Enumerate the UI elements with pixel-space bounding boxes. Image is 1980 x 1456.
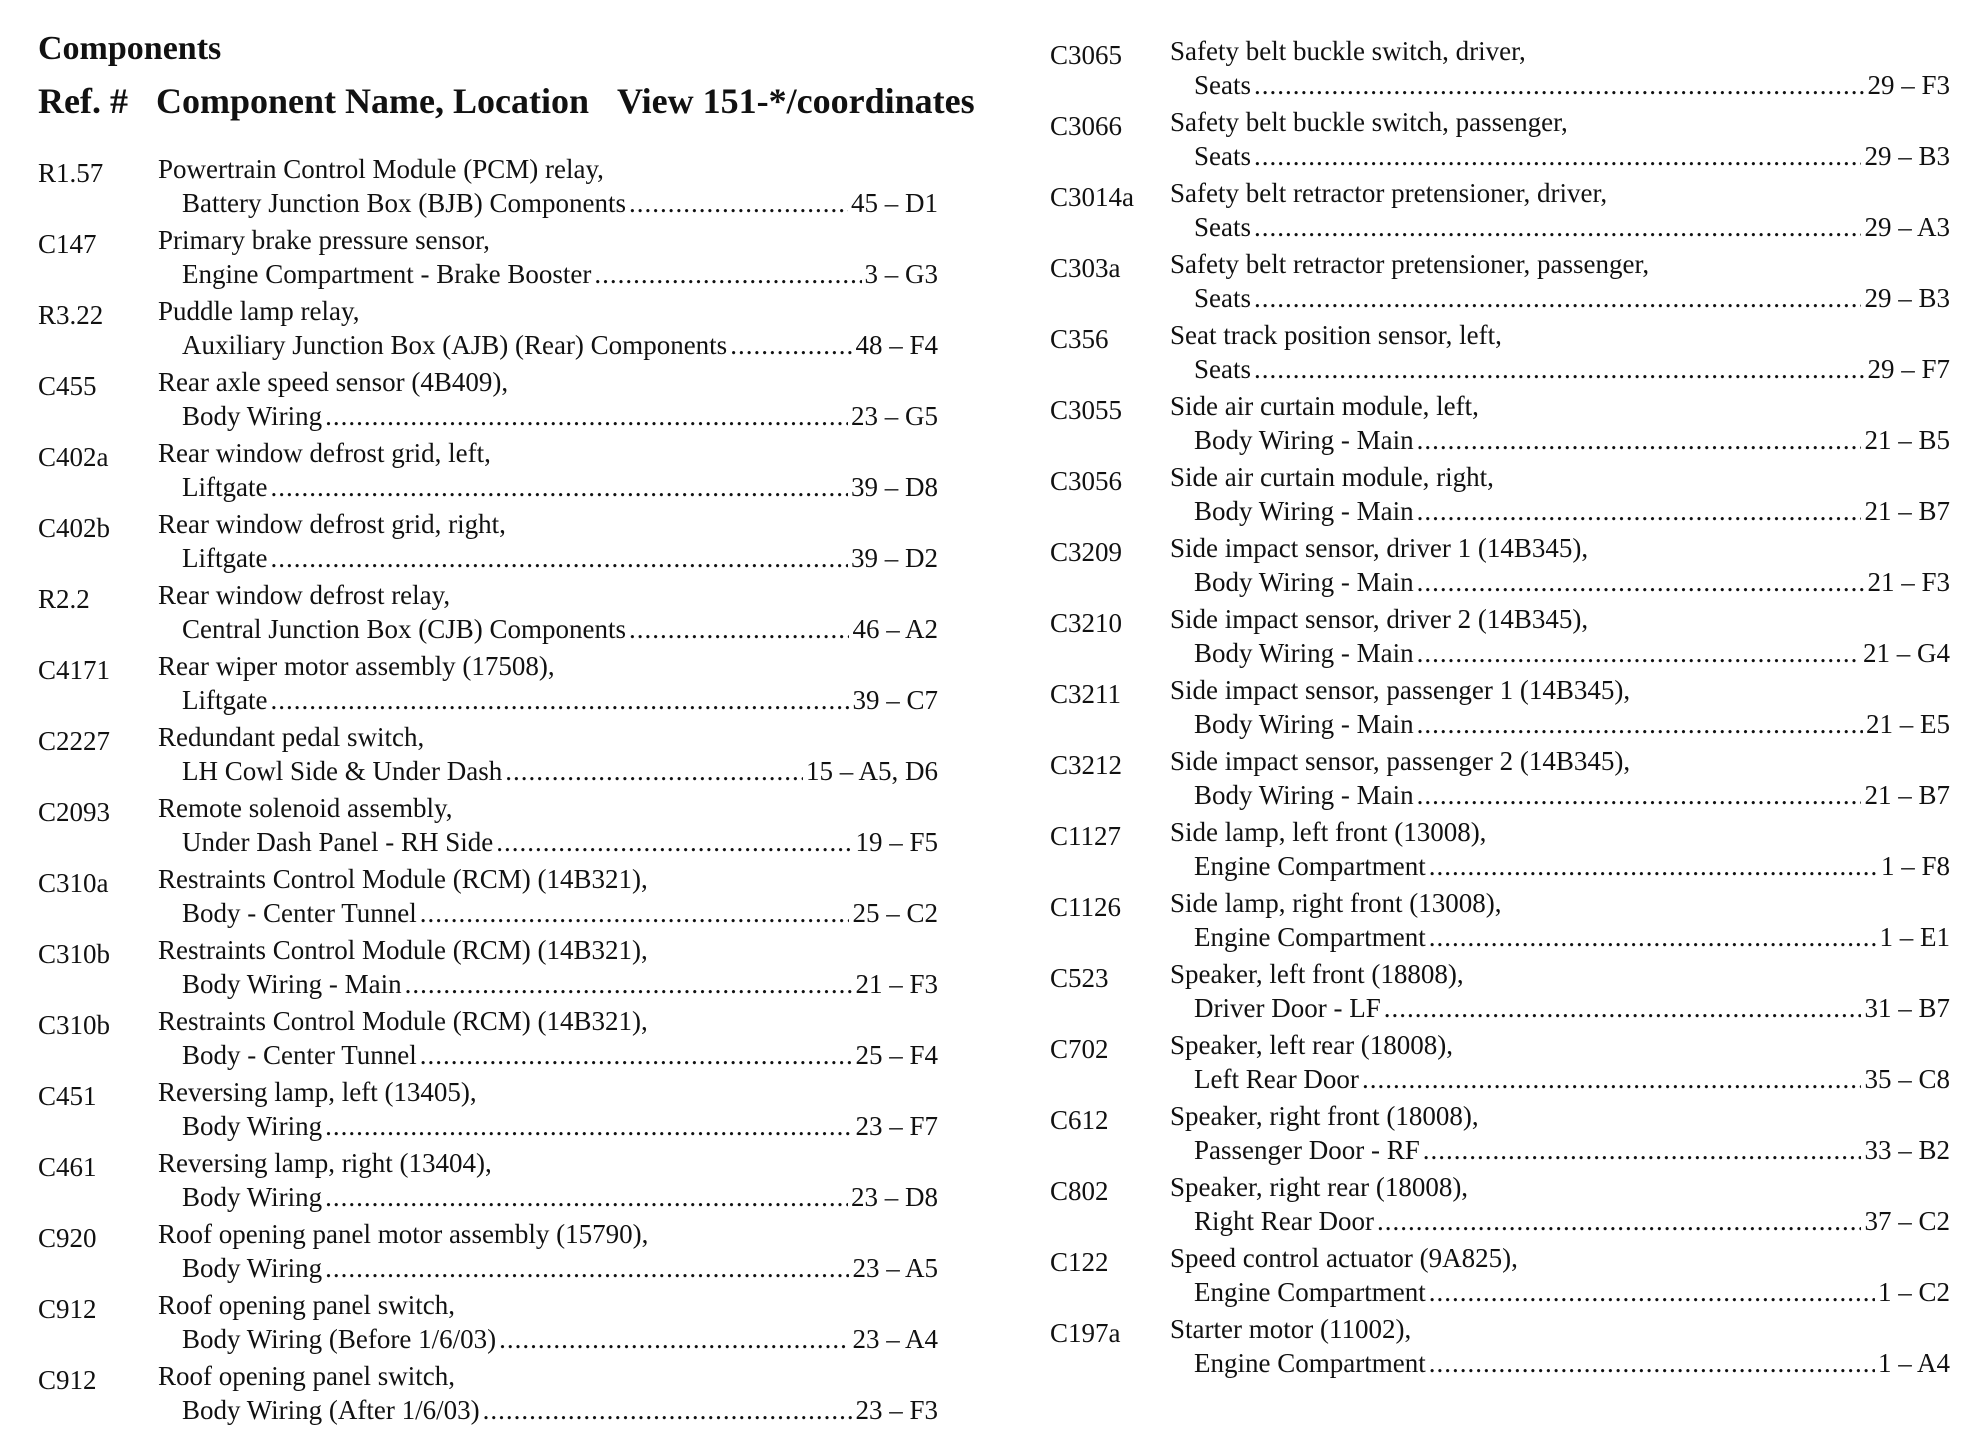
ref-number: C912 (38, 1365, 97, 1395)
ref-number: C461 (38, 1152, 97, 1182)
component-name: Restraints Control Module (RCM) (14B321), (158, 1006, 648, 1036)
component-name: Primary brake pressure sensor, (158, 225, 490, 255)
component-name: Seat track position sensor, left, (1170, 320, 1502, 350)
ref-number: C3066 (1050, 111, 1123, 141)
component-name: Side air curtain module, right, (1170, 462, 1494, 492)
ref-number: C920 (38, 1223, 97, 1253)
header-view: View 151-*/coordinates (616, 81, 975, 121)
dot-leader (405, 967, 853, 1002)
column-header (38, 80, 1048, 122)
dot-leader (1417, 494, 1862, 529)
component-entry (1050, 744, 1950, 815)
ref-number: C4171 (38, 655, 111, 685)
location-line (182, 1251, 938, 1286)
ref-number: R1.57 (38, 158, 104, 188)
view-coordinates: 45 – D1 (851, 188, 938, 218)
ref-number: C1126 (1050, 892, 1122, 922)
view-coordinates: 15 – A5, D6 (805, 756, 938, 786)
dot-leader (1429, 1346, 1875, 1381)
component-entry (1050, 1099, 1950, 1170)
view-coordinates: 21 – B5 (1864, 425, 1950, 455)
location-line (1194, 920, 1950, 955)
component-location: Battery Junction Box (BJB) Components (182, 188, 626, 218)
location-line (182, 754, 938, 789)
component-location: Seats (1194, 354, 1251, 384)
component-entry (38, 1004, 938, 1075)
view-coordinates: 1 – A4 (1877, 1348, 1950, 1378)
view-coordinates: 39 – C7 (852, 685, 938, 715)
component-entry (38, 365, 938, 436)
dot-leader (1254, 68, 1864, 103)
component-location: Auxiliary Junction Box (AJB) (Rear) Components (182, 330, 728, 360)
component-location: Body Wiring (182, 1182, 323, 1212)
dot-leader (270, 683, 849, 718)
component-name: Side impact sensor, driver 1 (14B345), (1170, 533, 1589, 563)
dot-leader (1417, 707, 1863, 742)
ref-number: C3056 (1050, 466, 1123, 496)
location-line (1194, 1062, 1950, 1097)
location-line (1194, 1133, 1950, 1168)
ref-number: R2.2 (38, 584, 90, 614)
component-name: Speaker, left rear (18008), (1170, 1030, 1454, 1060)
component-entry (38, 933, 938, 1004)
component-location: Body Wiring - Main (1194, 709, 1414, 739)
dot-leader (496, 825, 852, 860)
component-name: Safety belt buckle switch, driver, (1170, 36, 1526, 66)
component-entry (1050, 460, 1950, 531)
location-line (182, 1322, 938, 1357)
view-coordinates: 29 – A3 (1864, 212, 1950, 242)
ref-number: C612 (1050, 1105, 1109, 1135)
view-coordinates: 21 – B7 (1864, 780, 1950, 810)
component-location: Body Wiring (182, 1253, 323, 1283)
location-line (182, 1180, 938, 1215)
component-entry (38, 436, 938, 507)
component-location: Liftgate (182, 685, 268, 715)
view-coordinates: 25 – F4 (855, 1040, 938, 1070)
location-line (182, 328, 938, 363)
dot-leader (325, 1251, 849, 1286)
component-entry (38, 862, 938, 933)
component-name: Speaker, right front (18008), (1170, 1101, 1479, 1131)
component-location: Central Junction Box (CJB) Components (182, 614, 626, 644)
component-location: Body Wiring - Main (1194, 496, 1414, 526)
component-name: Rear window defrost grid, right, (158, 509, 506, 539)
component-entry (38, 1217, 938, 1288)
view-coordinates: 23 – F3 (855, 1395, 938, 1425)
component-name: Reversing lamp, right (13404), (158, 1148, 492, 1178)
component-location: Passenger Door - RF (1194, 1135, 1420, 1165)
component-location: Seats (1194, 141, 1251, 171)
component-entry (1050, 34, 1950, 105)
location-line (182, 967, 938, 1002)
component-location: Body Wiring - Main (1194, 425, 1414, 455)
component-name: Speaker, right rear (18008), (1170, 1172, 1469, 1202)
dot-leader (1417, 636, 1860, 671)
component-entry (1050, 673, 1950, 744)
component-entry (1050, 105, 1950, 176)
location-line (1194, 423, 1950, 458)
component-name: Speaker, left front (18808), (1170, 959, 1464, 989)
component-entry (1050, 176, 1950, 247)
component-entry (1050, 1312, 1950, 1383)
component-entry (1050, 1028, 1950, 1099)
dot-leader (1377, 1204, 1862, 1239)
location-line (182, 1393, 938, 1428)
component-location: Engine Compartment (1194, 851, 1426, 881)
component-location: Under Dash Panel - RH Side (182, 827, 494, 857)
dot-leader (1429, 920, 1877, 955)
component-location: Body Wiring - Main (1194, 638, 1414, 668)
ref-number: C3211 (1050, 679, 1122, 709)
ref-number: C3014a (1050, 182, 1134, 212)
ref-number: C3209 (1050, 537, 1123, 567)
location-line (1194, 210, 1950, 245)
component-entry (1050, 1241, 1950, 1312)
ref-number: C3210 (1050, 608, 1123, 638)
view-coordinates: 23 – D8 (851, 1182, 938, 1212)
view-coordinates: 19 – F5 (855, 827, 938, 857)
component-entry (38, 1075, 938, 1146)
component-name: Side lamp, right front (13008), (1170, 888, 1502, 918)
component-name: Powertrain Control Module (PCM) relay, (158, 154, 604, 184)
view-coordinates: 21 – E5 (1866, 709, 1950, 739)
component-name: Safety belt retractor pretensioner, driver, (1170, 178, 1608, 208)
component-entry (38, 649, 938, 720)
view-coordinates: 23 – F7 (855, 1111, 938, 1141)
dot-leader (270, 541, 848, 576)
component-location: Body Wiring (182, 401, 323, 431)
view-coordinates: 46 – A2 (852, 614, 938, 644)
location-line (182, 683, 938, 718)
location-line (1194, 778, 1950, 813)
location-line (1194, 68, 1950, 103)
view-coordinates: 29 – B3 (1864, 283, 1950, 313)
location-line (182, 541, 938, 576)
component-entry (38, 152, 938, 223)
ref-number: C523 (1050, 963, 1109, 993)
component-name: Restraints Control Module (RCM) (14B321), (158, 864, 648, 894)
dot-leader (1417, 423, 1862, 458)
ref-number: C2227 (38, 726, 111, 756)
view-coordinates: 29 – F7 (1867, 354, 1950, 384)
dot-leader (1384, 991, 1862, 1026)
component-name: Rear axle speed sensor (4B409), (158, 367, 509, 397)
component-entry (1050, 531, 1950, 602)
dot-leader (1254, 352, 1864, 387)
dot-leader (270, 470, 848, 505)
header-ref: Ref. # (38, 81, 128, 121)
location-line (1194, 1204, 1950, 1239)
component-location: Body Wiring (182, 1111, 323, 1141)
ref-number: C3065 (1050, 40, 1123, 70)
location-line (182, 896, 938, 931)
component-name: Speed control actuator (9A825), (1170, 1243, 1518, 1273)
dot-leader (730, 328, 852, 363)
component-name: Puddle lamp relay, (158, 296, 360, 326)
location-line (182, 470, 938, 505)
location-line (182, 399, 938, 434)
component-entry (38, 223, 938, 294)
dot-leader (1362, 1062, 1862, 1097)
view-coordinates: 35 – C8 (1864, 1064, 1950, 1094)
dot-leader (1423, 1133, 1862, 1168)
view-coordinates: 39 – D2 (851, 543, 938, 573)
component-entry (1050, 815, 1950, 886)
component-name: Roof opening panel switch, (158, 1290, 455, 1320)
component-entry (38, 1288, 938, 1359)
ref-number: C3212 (1050, 750, 1123, 780)
ref-number: C122 (1050, 1247, 1109, 1277)
component-location: Body Wiring (After 1/6/03) (182, 1395, 480, 1425)
view-coordinates: 29 – F3 (1867, 70, 1950, 100)
location-line (1194, 565, 1950, 600)
component-location: Body Wiring - Main (1194, 780, 1414, 810)
ref-number: C402a (38, 442, 109, 472)
component-entry (1050, 247, 1950, 318)
component-entry (1050, 1170, 1950, 1241)
component-name: Side air curtain module, left, (1170, 391, 1479, 421)
dot-leader (629, 186, 848, 221)
view-coordinates: 23 – A4 (852, 1324, 938, 1354)
component-name: Remote solenoid assembly, (158, 793, 453, 823)
view-coordinates: 21 – F3 (1867, 567, 1950, 597)
location-line (182, 186, 938, 221)
component-entry (1050, 318, 1950, 389)
component-location: Liftgate (182, 472, 268, 502)
component-name: Reversing lamp, left (13405), (158, 1077, 477, 1107)
view-coordinates: 3 – G3 (864, 259, 938, 289)
ref-number: C451 (38, 1081, 97, 1111)
dot-leader (420, 896, 850, 931)
view-coordinates: 25 – C2 (852, 898, 938, 928)
component-location: Body Wiring (Before 1/6/03) (182, 1324, 497, 1354)
location-line (1194, 849, 1950, 884)
component-entry (1050, 389, 1950, 460)
component-name: Restraints Control Module (RCM) (14B321), (158, 935, 648, 965)
component-name: Roof opening panel motor assembly (15790), (158, 1219, 649, 1249)
component-location: Seats (1194, 212, 1251, 242)
location-line (1194, 139, 1950, 174)
component-entry (38, 507, 938, 578)
ref-number: C356 (1050, 324, 1109, 354)
component-name: Side lamp, left front (13008), (1170, 817, 1487, 847)
component-location: LH Cowl Side & Under Dash (182, 756, 503, 786)
component-location: Driver Door - LF (1194, 993, 1381, 1023)
ref-number: C310b (38, 1010, 111, 1040)
component-location: Liftgate (182, 543, 268, 573)
component-entry (38, 1146, 938, 1217)
component-name: Safety belt buckle switch, passenger, (1170, 107, 1568, 137)
component-location: Body - Center Tunnel (182, 898, 417, 928)
component-entry (1050, 957, 1950, 1028)
component-entry (1050, 602, 1950, 673)
component-name: Side impact sensor, driver 2 (14B345), (1170, 604, 1589, 634)
location-line (182, 612, 938, 647)
dot-leader (505, 754, 803, 789)
component-name: Starter motor (11002), (1170, 1314, 1412, 1344)
component-name: Roof opening panel switch, (158, 1361, 455, 1391)
component-location: Engine Compartment - Brake Booster (182, 259, 592, 289)
view-coordinates: 48 – F4 (855, 330, 938, 360)
ref-number: C310b (38, 939, 111, 969)
dot-leader (1254, 139, 1861, 174)
dot-leader (325, 399, 848, 434)
location-line (182, 257, 938, 292)
location-line (182, 1109, 938, 1144)
page-title: Components (38, 30, 222, 67)
component-name: Side impact sensor, passenger 2 (14B345), (1170, 746, 1631, 776)
ref-number: C702 (1050, 1034, 1109, 1064)
dot-leader (1417, 565, 1865, 600)
location-line (1194, 281, 1950, 316)
component-name: Redundant pedal switch, (158, 722, 425, 752)
view-coordinates: 21 – B7 (1864, 496, 1950, 526)
location-line (1194, 707, 1950, 742)
dot-leader (1417, 778, 1862, 813)
ref-number: C147 (38, 229, 97, 259)
component-location: Engine Compartment (1194, 1348, 1426, 1378)
dot-leader (1254, 210, 1861, 245)
view-coordinates: 37 – C2 (1864, 1206, 1950, 1236)
dot-leader (1254, 281, 1861, 316)
view-coordinates: 1 – E1 (1879, 922, 1950, 952)
component-entry (38, 1359, 938, 1430)
ref-number: C802 (1050, 1176, 1109, 1206)
ref-number: C303a (1050, 253, 1121, 283)
dot-leader (1429, 849, 1878, 884)
location-line (182, 825, 938, 860)
ref-number: R3.22 (38, 300, 104, 330)
header-name: Component Name, Location (156, 81, 589, 121)
ref-number: C3055 (1050, 395, 1123, 425)
ref-number: C310a (38, 868, 109, 898)
location-line (1194, 991, 1950, 1026)
component-name: Rear window defrost grid, left, (158, 438, 491, 468)
location-line (1194, 636, 1950, 671)
component-location: Right Rear Door (1194, 1206, 1374, 1236)
view-coordinates: 33 – B2 (1864, 1135, 1950, 1165)
dot-leader (325, 1180, 848, 1215)
location-line (182, 1038, 938, 1073)
location-line (1194, 352, 1950, 387)
view-coordinates: 29 – B3 (1864, 141, 1950, 171)
view-coordinates: 39 – D8 (851, 472, 938, 502)
component-location: Engine Compartment (1194, 922, 1426, 952)
component-entry (38, 578, 938, 649)
ref-number: C2093 (38, 797, 111, 827)
component-entry (38, 791, 938, 862)
view-coordinates: 23 – G5 (851, 401, 938, 431)
component-location: Seats (1194, 283, 1251, 313)
component-location: Left Rear Door (1194, 1064, 1359, 1094)
component-location: Engine Compartment (1194, 1277, 1426, 1307)
view-coordinates: 23 – A5 (852, 1253, 938, 1283)
ref-number: C455 (38, 371, 97, 401)
ref-number: C197a (1050, 1318, 1121, 1348)
dot-leader (499, 1322, 849, 1357)
dot-leader (594, 257, 861, 292)
view-coordinates: 1 – F8 (1880, 851, 1950, 881)
location-line (1194, 1346, 1950, 1381)
component-location: Body Wiring - Main (1194, 567, 1414, 597)
dot-leader (483, 1393, 853, 1428)
ref-number: C1127 (1050, 821, 1122, 851)
view-coordinates: 31 – B7 (1864, 993, 1950, 1023)
component-name: Rear window defrost relay, (158, 580, 451, 610)
component-entry (1050, 886, 1950, 957)
ref-number: C402b (38, 513, 111, 543)
dot-leader (325, 1109, 852, 1144)
location-line (1194, 1275, 1950, 1310)
view-coordinates: 1 – C2 (1877, 1277, 1950, 1307)
component-name: Side impact sensor, passenger 1 (14B345), (1170, 675, 1631, 705)
dot-leader (1429, 1275, 1875, 1310)
ref-number: C912 (38, 1294, 97, 1324)
component-entry (38, 720, 938, 791)
dot-leader (629, 612, 850, 647)
view-coordinates: 21 – G4 (1863, 638, 1950, 668)
view-coordinates: 21 – F3 (855, 969, 938, 999)
component-location: Body Wiring - Main (182, 969, 402, 999)
component-location: Body - Center Tunnel (182, 1040, 417, 1070)
component-entry (38, 294, 938, 365)
location-line (1194, 494, 1950, 529)
component-name: Safety belt retractor pretensioner, passenger, (1170, 249, 1650, 279)
component-name: Rear wiper motor assembly (17508), (158, 651, 555, 681)
component-location: Seats (1194, 70, 1251, 100)
dot-leader (420, 1038, 853, 1073)
